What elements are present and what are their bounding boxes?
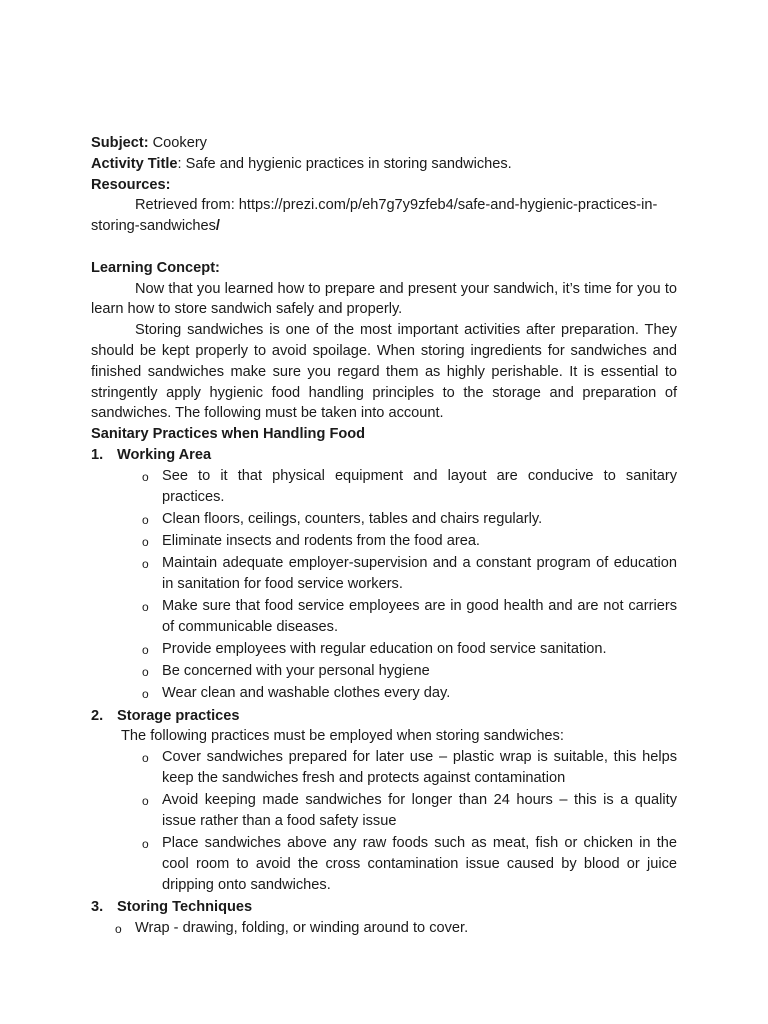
list-item (91, 918, 677, 939)
list-item-text: Provide employees with regular education on food service sanitation. (162, 641, 607, 658)
bullet-icon: o (142, 687, 149, 702)
subject-label: Subject: (91, 135, 149, 151)
spacer (91, 237, 677, 258)
list-item-text: Eliminate insects and rodents from the food area. (162, 532, 480, 549)
list-item (91, 747, 677, 789)
learning-concept-paragraph-1: Now that you learned how to prepare and present your sandwich, it’s time for you to learn how to store sandwich safely and properly. (91, 280, 677, 318)
list-item (91, 639, 677, 660)
bullet-icon: o (142, 837, 149, 852)
bullet-icon: o (115, 921, 122, 936)
section-number: 2. (91, 707, 104, 724)
list-item (91, 833, 677, 895)
subject-value: Cookery (148, 135, 207, 151)
list-item-text: Wear clean and washable clothes every day. (162, 685, 451, 702)
list-item (91, 553, 677, 595)
resources-text (91, 195, 677, 237)
resources-link[interactable]: Retrieved from: https://prezi.com/p/eh7g7y9zfeb4/safe-and-hygienic-practices-in-storing-sandwiches (91, 197, 658, 235)
list-item-text: Maintain adequate employer-supervision and a constant program of education in sanitation for food service workers. (162, 555, 677, 592)
list-item (91, 509, 677, 530)
list-item-text: Avoid keeping made sandwiches for longer than 24 hours – this is a quality issue rather than a food safety issue (162, 792, 677, 830)
bullet-icon: o (142, 643, 149, 658)
list-item-text: Be concerned with your personal hygiene (162, 663, 430, 680)
section-title: Storage practices (117, 707, 240, 724)
learning-concept-heading: Learning Concept: (91, 259, 220, 276)
learning-concept-paragraph-2: Storing sandwiches is one of the most important activities after preparation. They should be kept properly to avoid spoilage. When storing ingredients for sandwiches and finished sandwiches make sure you regard them as highly perishable. It is essential to stringently apply hygienic food handling principles to the storage and preparation of sandwiches. The following must be taken into account. (91, 322, 677, 422)
activity-title-line (91, 154, 677, 175)
section-title: Working Area (117, 446, 212, 463)
section-title: Storing Techniques (117, 898, 253, 915)
sanitary-practices-heading: Sanitary Practices when Handling Food (91, 426, 366, 443)
list-item (91, 683, 677, 704)
working-area-list (91, 466, 677, 705)
storage-practices-list (91, 747, 677, 895)
section-heading-storing-techniques (91, 897, 677, 918)
bullet-icon: o (142, 557, 149, 572)
bullet-icon: o (142, 469, 149, 484)
section-number: 3. (91, 898, 104, 915)
document-page (91, 133, 677, 940)
list-item-text: Place sandwiches above any raw foods such as meat, fish or chicken in the cool room to avoid the cross contamination issue caused by blood or juice dripping onto sandwiches. (162, 835, 677, 893)
section-heading-storage-practices (91, 706, 677, 727)
bullet-icon: o (142, 600, 149, 615)
list-item-text: Wrap - drawing, folding, or winding around to cover. (135, 919, 469, 936)
bullet-icon: o (142, 512, 149, 527)
list-item-text: Clean floors, ceilings, counters, tables and chairs regularly. (162, 510, 543, 527)
list-item (91, 531, 677, 552)
storing-techniques-list (91, 918, 677, 939)
subject-line (91, 133, 677, 154)
list-item (91, 596, 677, 638)
resources-label: Resources: (91, 176, 171, 193)
activity-title-label: Activity Title (91, 155, 178, 172)
list-item-text: Cover sandwiches prepared for later use – plastic wrap is suitable, this helps keep the sandwiches fresh and protects against contamination (162, 749, 677, 787)
bullet-icon: o (142, 794, 149, 809)
resources-label-line (91, 175, 677, 196)
list-item-text: See to it that physical equipment and layout are conducive to sanitary practices. (162, 467, 677, 505)
list-item (91, 790, 677, 832)
resources-link-slash: / (215, 218, 220, 235)
list-item-text: Make sure that food service employees are in good health and are not carriers of communicable diseases. (162, 598, 677, 635)
storage-practices-intro: The following practices must be employed when storing sandwiches: (121, 728, 564, 745)
bullet-icon: o (142, 751, 149, 766)
section-number: 1. (91, 446, 104, 463)
bullet-icon: o (142, 665, 149, 680)
section-heading-working-area (91, 445, 677, 466)
activity-title-value: : Safe and hygienic practices in storing sandwiches. (177, 155, 512, 172)
list-item (91, 661, 677, 682)
bullet-icon: o (142, 534, 149, 549)
list-item (91, 466, 677, 508)
